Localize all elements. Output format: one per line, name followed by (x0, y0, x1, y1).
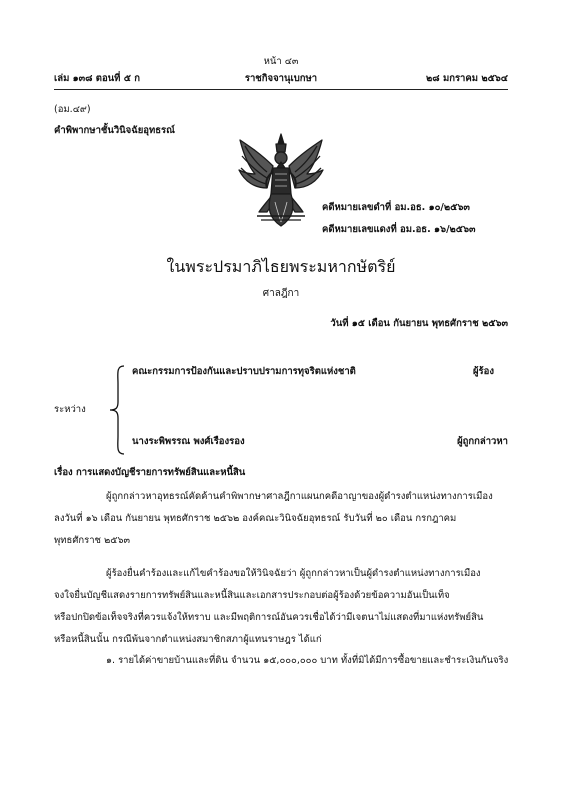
plaintiff-name: คณะกรรมการป้องกันและปราบปรามการทุจริตแห่งชาติ (132, 366, 356, 377)
paragraph-item-1 (54, 650, 510, 672)
garuda-emblem-icon (237, 132, 325, 228)
page-number: หน้า ๔๓ (263, 56, 299, 67)
plaintiff-role: ผู้ร้อง (472, 366, 494, 377)
paragraph-line: ผู้ถูกกล่าวหาอุทธรณ์คัดค้านคำพิพากษาศาลฎีกาแผนกคดีอาญาของผู้ดำรงตำแหน่งทางการเมือง (106, 491, 493, 502)
paragraph-line: ๑. รายได้ค่าขายบ้านและที่ดิน จำนวน ๑๕,๐๐๐,๐๐๐ บาท ทั้งที่มิได้มีการซื้อขายและชำระเงินกันจริง (106, 655, 509, 666)
form-code: (อม.๔๙) (54, 104, 91, 115)
paragraph-petition (54, 563, 510, 651)
volume-issue: เล่ม ๑๓๘ ตอนที่ ๕ ก (54, 73, 140, 84)
paragraph-appeal (54, 486, 510, 552)
paragraph-line: ผู้ร้องยื่นคำร้องและแก้ไขคำร้องขอให้วินิจฉัยว่า ผู้ถูกกล่าวหาเป็นผู้ดำรงตำแหน่งทางการเมือง (106, 568, 481, 579)
between-label: ระหว่าง (54, 404, 86, 415)
defendant-role: ผู้ถูกกล่าวหา (457, 436, 508, 447)
red-case-number: คดีหมายเลขแดงที่ อม.อธ. ๑๖/๒๕๖๓ (322, 224, 476, 235)
header-rule (54, 89, 508, 90)
court-division: คำพิพากษาชั้นวินิจฉัยอุทธรณ์ (54, 125, 175, 136)
black-case-number: คดีหมายเลขดำที่ อม.อธ. ๑๐/๒๕๖๓ (322, 202, 470, 213)
subject-line: เรื่อง การแสดงบัญชีรายการทรัพย์สินและหนี้สิน (54, 467, 246, 478)
judgment-date: วันที่ ๑๕ เดือน กันยายน พุทธศักราช ๒๕๖๓ (330, 318, 508, 329)
paragraph-line: หรือหนี้สินนั้น กรณีพ้นจากตำแหน่งสมาชิกสภาผู้แทนราษฎร ได้แก่ (54, 634, 322, 645)
gazette-name: ราชกิจจานุเบกษา (244, 73, 318, 84)
gazette-date: ๒๘ มกราคม ๒๕๖๔ (426, 73, 508, 84)
paragraph-line: พุทธศักราช ๒๕๖๓ (54, 535, 130, 546)
royal-title: ในพระปรมาภิไธยพระมหากษัตริย์ (166, 257, 396, 276)
paragraph-line: ลงวันที่ ๑๖ เดือน กันยายน พุทธศักราช ๒๕๖๒ องค์คณะวินิจฉัยอุทธรณ์ รับวันที่ ๒๐ เดือน กรกฎาคม (54, 513, 457, 524)
paragraph-line: จงใจยื่นบัญชีแสดงรายการทรัพย์สินและหนี้สินและเอกสารประกอบต่อผู้ร้องด้วยข้อความอันเป็นเท็จ (54, 590, 450, 601)
court-name: ศาลฎีกา (262, 288, 300, 299)
paragraph-line: หรือปกปิดข้อเท็จจริงที่ควรแจ้งให้ทราบ และมีพฤติการณ์อันควรเชื่อได้ว่ามีเจตนาไม่แสดงที่มาแห่งทรัพย์สิน (54, 612, 484, 623)
defendant-name: นางระพิพรรณ พงศ์เรืองรอง (132, 436, 245, 447)
party-brace (106, 364, 128, 456)
